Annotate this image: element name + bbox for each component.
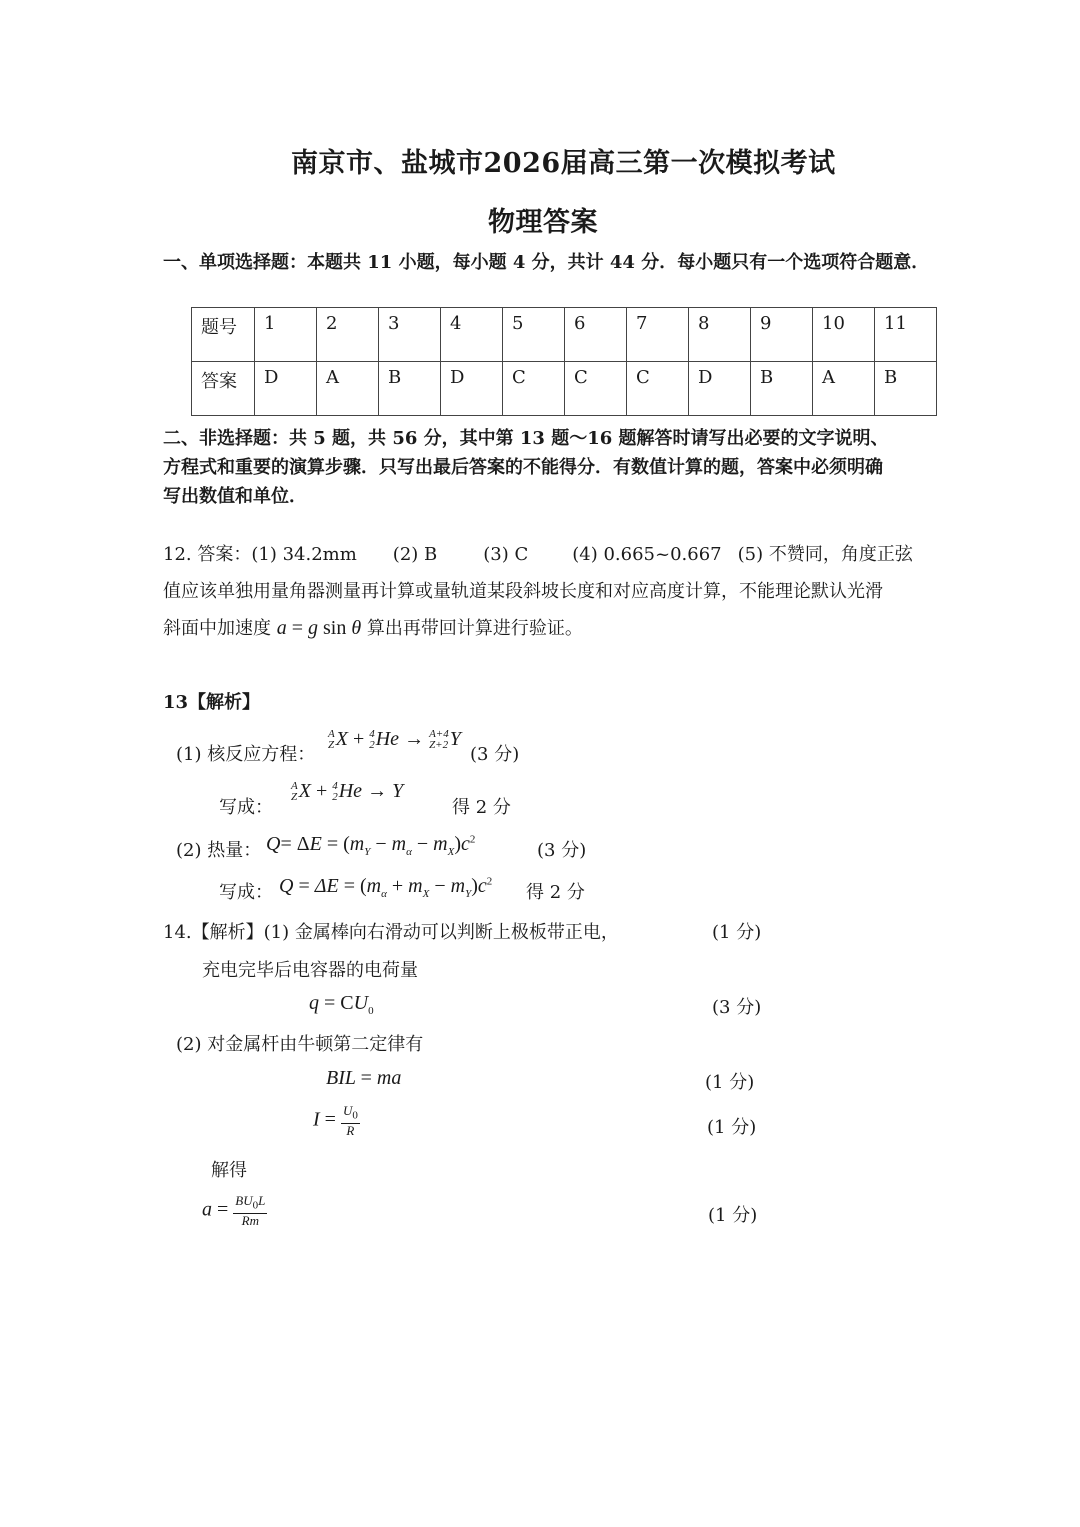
- answer-cell: C: [565, 362, 627, 416]
- page-subtitle: 物理答案: [488, 207, 598, 238]
- answer-cell: D: [689, 362, 751, 416]
- nuclear-equation-alt: A Z X + 4 2 He → Y: [291, 780, 404, 804]
- q14-i-score: (1 分): [707, 1117, 757, 1138]
- nuclear-equation: A Z X + 4 2 He → A+4 Z+2 Y: [328, 728, 461, 752]
- acceleration-result: a = $\frac{BU_0L}{Rm}$: [202, 1193, 266, 1228]
- answer-cell: D: [441, 362, 503, 416]
- q14-heading: 14.【解析】(1) 金属棒向右滑动可以判断上极板带正电，: [163, 922, 619, 943]
- q14-part2-label: (2) 对金属杆由牛顿第二定律有: [176, 1034, 424, 1055]
- charge-equation: $q = CU_0$: [309, 992, 374, 1017]
- answer-cell: B: [751, 362, 813, 416]
- force-equation: BIL = ma: [326, 1067, 402, 1089]
- row-label-answer: 答案: [192, 362, 255, 416]
- q12-part: (3) C: [483, 544, 529, 565]
- number-cell: 9: [751, 308, 813, 362]
- answer-cell: A: [317, 362, 379, 416]
- answer-table: [191, 307, 937, 416]
- number-cell: 3: [379, 308, 441, 362]
- number-cell: 4: [441, 308, 503, 362]
- section2-heading-line: 方程式和重要的演算步骤．只写出最后答案的不能得分．有数值计算的题，答案中必须明确: [163, 457, 883, 478]
- section2-heading-line: 二、非选择题：共 5 题，共 56 分，其中第 13 题～16 题解答时请写出必要的文字说明、: [163, 428, 889, 449]
- q12-line3: 斜面中加速度 a = g sin θ 算出再带回计算进行验证。: [163, 617, 583, 639]
- answer-cell: B: [875, 362, 937, 416]
- heat-equation-alt: $Q = \Delta E = (m_\alpha + m_X - m_Y)c^2$: [279, 875, 493, 900]
- table-row-answers: [192, 362, 937, 416]
- q13-alt2-score: 得 2 分: [526, 882, 585, 903]
- number-cell: 2: [317, 308, 379, 362]
- q14-charge-line: 充电完毕后电容器的电荷量: [202, 960, 418, 981]
- current-equation: I = $\frac{U_0}{R}$: [313, 1103, 358, 1138]
- q12-part: (2) B: [392, 544, 438, 565]
- heat-equation: $Q= \Delta E = (m_Y - m_\alpha - m_X)c^2$: [266, 833, 476, 858]
- table-row-numbers: [192, 308, 937, 362]
- answer-cell: B: [379, 362, 441, 416]
- number-cell: 8: [689, 308, 751, 362]
- q14-q-score: (3 分): [712, 997, 762, 1018]
- q12-part: (1) 34.2mm: [251, 544, 357, 565]
- q12-prefix: 12. 答案：: [163, 544, 252, 565]
- answer-cell: A: [813, 362, 875, 416]
- answer-cell: D: [255, 362, 317, 416]
- q14-a-score: (1 分): [708, 1205, 758, 1226]
- q13-part1-score: (3 分): [470, 744, 520, 765]
- q13-part2-label: (2) 热量：: [176, 840, 262, 861]
- q12-part: (5) 不赞同，角度正弦: [737, 544, 913, 565]
- number-cell: 11: [875, 308, 937, 362]
- q13-alt2-label: 写成：: [219, 882, 273, 903]
- number-cell: 7: [627, 308, 689, 362]
- answer-cell: C: [503, 362, 565, 416]
- q12-answer-line: [163, 540, 913, 566]
- number-cell: 1: [255, 308, 317, 362]
- q14-solve-label: 解得: [211, 1160, 247, 1181]
- row-label-number: 题号: [192, 308, 255, 362]
- page-title: 南京市、盐城市2026届高三第一次模拟考试: [291, 148, 836, 179]
- q13-heading: 13【解析】: [163, 692, 261, 713]
- number-cell: 6: [565, 308, 627, 362]
- number-cell: 5: [503, 308, 565, 362]
- number-cell: 10: [813, 308, 875, 362]
- q13-part2-score: (3 分): [537, 840, 587, 861]
- q13-part1-label: (1) 核反应方程：: [176, 744, 316, 765]
- q13-alt-label: 写成：: [219, 797, 273, 818]
- acceleration-formula: a = g sin θ: [276, 617, 362, 639]
- q14-head-score: (1 分): [712, 922, 762, 943]
- q14-bil-score: (1 分): [705, 1072, 755, 1093]
- q12-part: (4) 0.665~0.667: [572, 544, 722, 565]
- answer-cell: C: [627, 362, 689, 416]
- section1-heading: 一、单项选择题：本题共 11 小题，每小题 4 分，共计 44 分．每小题只有一个选项符合题意．: [163, 252, 930, 273]
- section2-heading-line: 写出数值和单位．: [163, 486, 307, 507]
- q13-alt-score: 得 2 分: [452, 797, 511, 818]
- q12-line2: 值应该单独用量角器测量再计算或量轨道某段斜坡长度和对应高度计算，不能理论默认光滑: [163, 581, 883, 602]
